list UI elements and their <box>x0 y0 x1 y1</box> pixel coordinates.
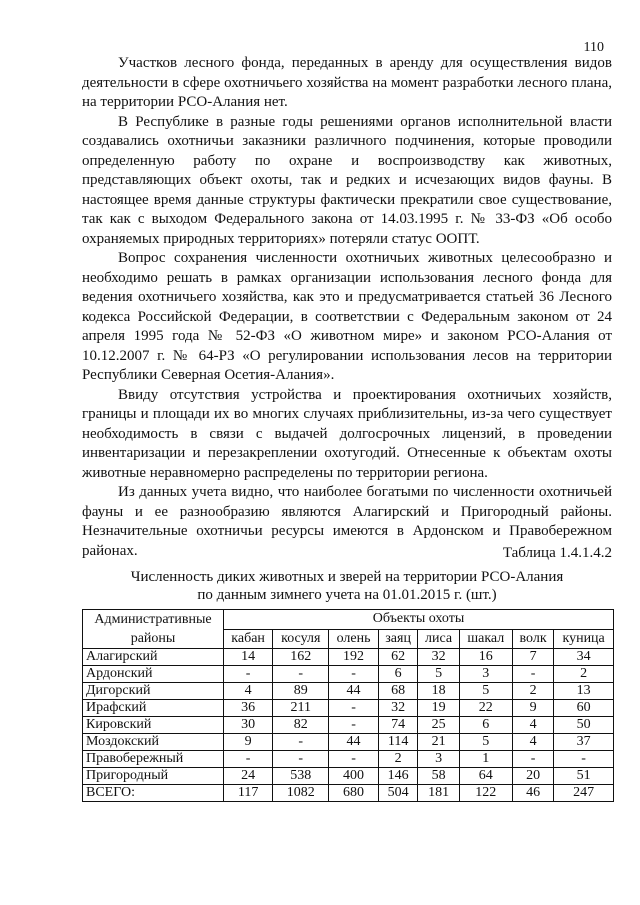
count-cell: 4 <box>512 717 553 734</box>
paragraph-census-summary: Из данных учета видно, что наиболее богатыми по численности охотничьей фауны и ее разнообразию являются Алагирский и Пригородный районы. Незначительные охотничьи ресурсы имеются в Ардонском и Правобережном районах. <box>82 484 612 559</box>
count-cell: 51 <box>554 768 614 785</box>
count-cell: 58 <box>418 768 459 785</box>
count-cell: 6 <box>459 717 512 734</box>
table-row <box>83 734 614 751</box>
count-cell: 13 <box>554 683 614 700</box>
table-header-row <box>83 610 614 630</box>
count-cell: 3 <box>459 666 512 683</box>
count-cell: - <box>273 666 329 683</box>
page-number: 110 <box>583 40 604 55</box>
table-row <box>83 751 614 768</box>
header-district: Административные районы <box>83 610 224 649</box>
count-cell: 44 <box>329 683 379 700</box>
count-cell: 50 <box>554 717 614 734</box>
count-cell: 19 <box>418 700 459 717</box>
count-cell: 30 <box>224 717 273 734</box>
body-text <box>82 54 612 561</box>
count-cell: 18 <box>418 683 459 700</box>
count-cell: - <box>329 751 379 768</box>
district-name: Ирафский <box>83 700 224 717</box>
count-cell: 4 <box>512 734 553 751</box>
wildlife-census-table <box>82 609 614 802</box>
table-row <box>83 785 614 802</box>
table-row <box>83 666 614 683</box>
count-cell: 68 <box>378 683 418 700</box>
district-name: Алагирский <box>83 649 224 666</box>
count-cell: 181 <box>418 785 459 802</box>
count-cell: 14 <box>224 649 273 666</box>
count-cell: 64 <box>459 768 512 785</box>
count-cell: 74 <box>378 717 418 734</box>
table-title-line-2: по данным зимнего учета на 01.01.2015 г. (шт.) <box>197 587 497 603</box>
count-cell: - <box>329 717 379 734</box>
count-cell: 146 <box>378 768 418 785</box>
header-species: куница <box>554 629 614 649</box>
table-body <box>83 649 614 802</box>
district-name: Ардонский <box>83 666 224 683</box>
count-cell: - <box>329 666 379 683</box>
table-row <box>83 700 614 717</box>
district-name: Моздокский <box>83 734 224 751</box>
table-row <box>83 649 614 666</box>
count-cell: 162 <box>273 649 329 666</box>
count-cell: 5 <box>459 683 512 700</box>
paragraph-leased-plots: Участков лесного фонда, переданных в аренду для осуществления видов деятельности в сфере охотничьего хозяйства на момент разработки лесного плана, на территории РСО-Алания нет. <box>82 55 612 110</box>
header-species: волк <box>512 629 553 649</box>
count-cell: 9 <box>512 700 553 717</box>
count-cell: 89 <box>273 683 329 700</box>
count-cell: 32 <box>418 649 459 666</box>
count-cell: 192 <box>329 649 379 666</box>
district-name: Кировский <box>83 717 224 734</box>
count-cell: 36 <box>224 700 273 717</box>
count-cell: 4 <box>224 683 273 700</box>
table-caption: Таблица 1.4.1.4.2 <box>502 545 612 561</box>
paragraph-reserves: В Республике в разные годы решениями органов исполнительной власти создавались охотничьи заказники различного подчинения, которые проводили определенную работу по охране и воспроизводству как животных, представляющих объект охоты, так и редких и исчезающих видов фауны. В настоящее время данные структуры фактически прекратили свое существование, так как с выходом Федерального закона от 14.03.1995 г. № 33-ФЗ «Об особо охраняемых природных территориях» потеряли статус ООПТ. <box>82 113 612 247</box>
count-cell: 24 <box>224 768 273 785</box>
count-cell: 680 <box>329 785 379 802</box>
count-cell: 20 <box>512 768 553 785</box>
count-cell: 2 <box>512 683 553 700</box>
count-cell: 21 <box>418 734 459 751</box>
count-cell: 34 <box>554 649 614 666</box>
count-cell: - <box>224 666 273 683</box>
count-cell: 7 <box>512 649 553 666</box>
count-cell: - <box>273 734 329 751</box>
count-cell: 25 <box>418 717 459 734</box>
count-cell: 37 <box>554 734 614 751</box>
count-cell: 117 <box>224 785 273 802</box>
count-cell: 62 <box>378 649 418 666</box>
count-cell: 32 <box>378 700 418 717</box>
count-cell: 538 <box>273 768 329 785</box>
table-row <box>83 768 614 785</box>
count-cell: 82 <box>273 717 329 734</box>
count-cell: 5 <box>459 734 512 751</box>
count-cell: 22 <box>459 700 512 717</box>
count-cell: 3 <box>418 751 459 768</box>
count-cell: - <box>512 751 553 768</box>
count-cell: 1082 <box>273 785 329 802</box>
paragraph-population-preservation: Вопрос сохранения численности охотничьих животных целесообразно и необходимо решать в рамках организации использования лесного фонда для ведения охотничьего хозяйства, как это и предусматривается статьей 36 Лесного кодекса Российской Федерации, в соответствии с Федеральным законом от 24 апреля 1995 года № 52-ФЗ «О животном мире» и законом РСО-Алания от 10.12.2007 г. № 64-РЗ «О регулировании использования лесов на территории Республики Северная Осетия-Алания». <box>82 250 612 383</box>
header-species: кабан <box>224 629 273 649</box>
count-cell: 60 <box>554 700 614 717</box>
count-cell: 44 <box>329 734 379 751</box>
district-name: Пригородный <box>83 768 224 785</box>
paragraph-hunting-grounds: Ввиду отсутствия устройства и проектирования охотничьих хозяйств, границы и площади их во многих случаях приблизительны, из-за чего существует необходимость в связи с выдачей долгосрочных лицензий, в проведении инвентаризации и перезакреплении охотугодий. Отнесенные к объектам охоты животные неравномерно распределены по территории региона. <box>82 386 612 481</box>
count-cell: 2 <box>378 751 418 768</box>
count-cell: 1 <box>459 751 512 768</box>
count-cell: 46 <box>512 785 553 802</box>
count-cell: - <box>554 751 614 768</box>
count-cell: 247 <box>554 785 614 802</box>
table-title <box>82 568 612 604</box>
header-hunting-objects: Объекты охоты <box>224 610 614 630</box>
count-cell: 122 <box>459 785 512 802</box>
district-name: Правобережный <box>83 751 224 768</box>
count-cell: 6 <box>378 666 418 683</box>
count-cell: - <box>512 666 553 683</box>
table-row <box>83 683 614 700</box>
count-cell: 16 <box>459 649 512 666</box>
header-species: шакал <box>459 629 512 649</box>
count-cell: 5 <box>418 666 459 683</box>
count-cell: 2 <box>554 666 614 683</box>
district-name: ВСЕГО: <box>83 785 224 802</box>
count-cell: - <box>224 751 273 768</box>
count-cell: 9 <box>224 734 273 751</box>
table-row <box>83 717 614 734</box>
header-species: косуля <box>273 629 329 649</box>
table-title-line-1: Численность диких животных и зверей на территории РСО-Алания <box>130 569 564 585</box>
district-name: Дигорский <box>83 683 224 700</box>
count-cell: 400 <box>329 768 379 785</box>
count-cell: 211 <box>273 700 329 717</box>
count-cell: - <box>273 751 329 768</box>
header-species: олень <box>329 629 379 649</box>
count-cell: - <box>329 700 379 717</box>
count-cell: 504 <box>378 785 418 802</box>
header-species: заяц <box>378 629 418 649</box>
header-species: лиса <box>418 629 459 649</box>
count-cell: 114 <box>378 734 418 751</box>
